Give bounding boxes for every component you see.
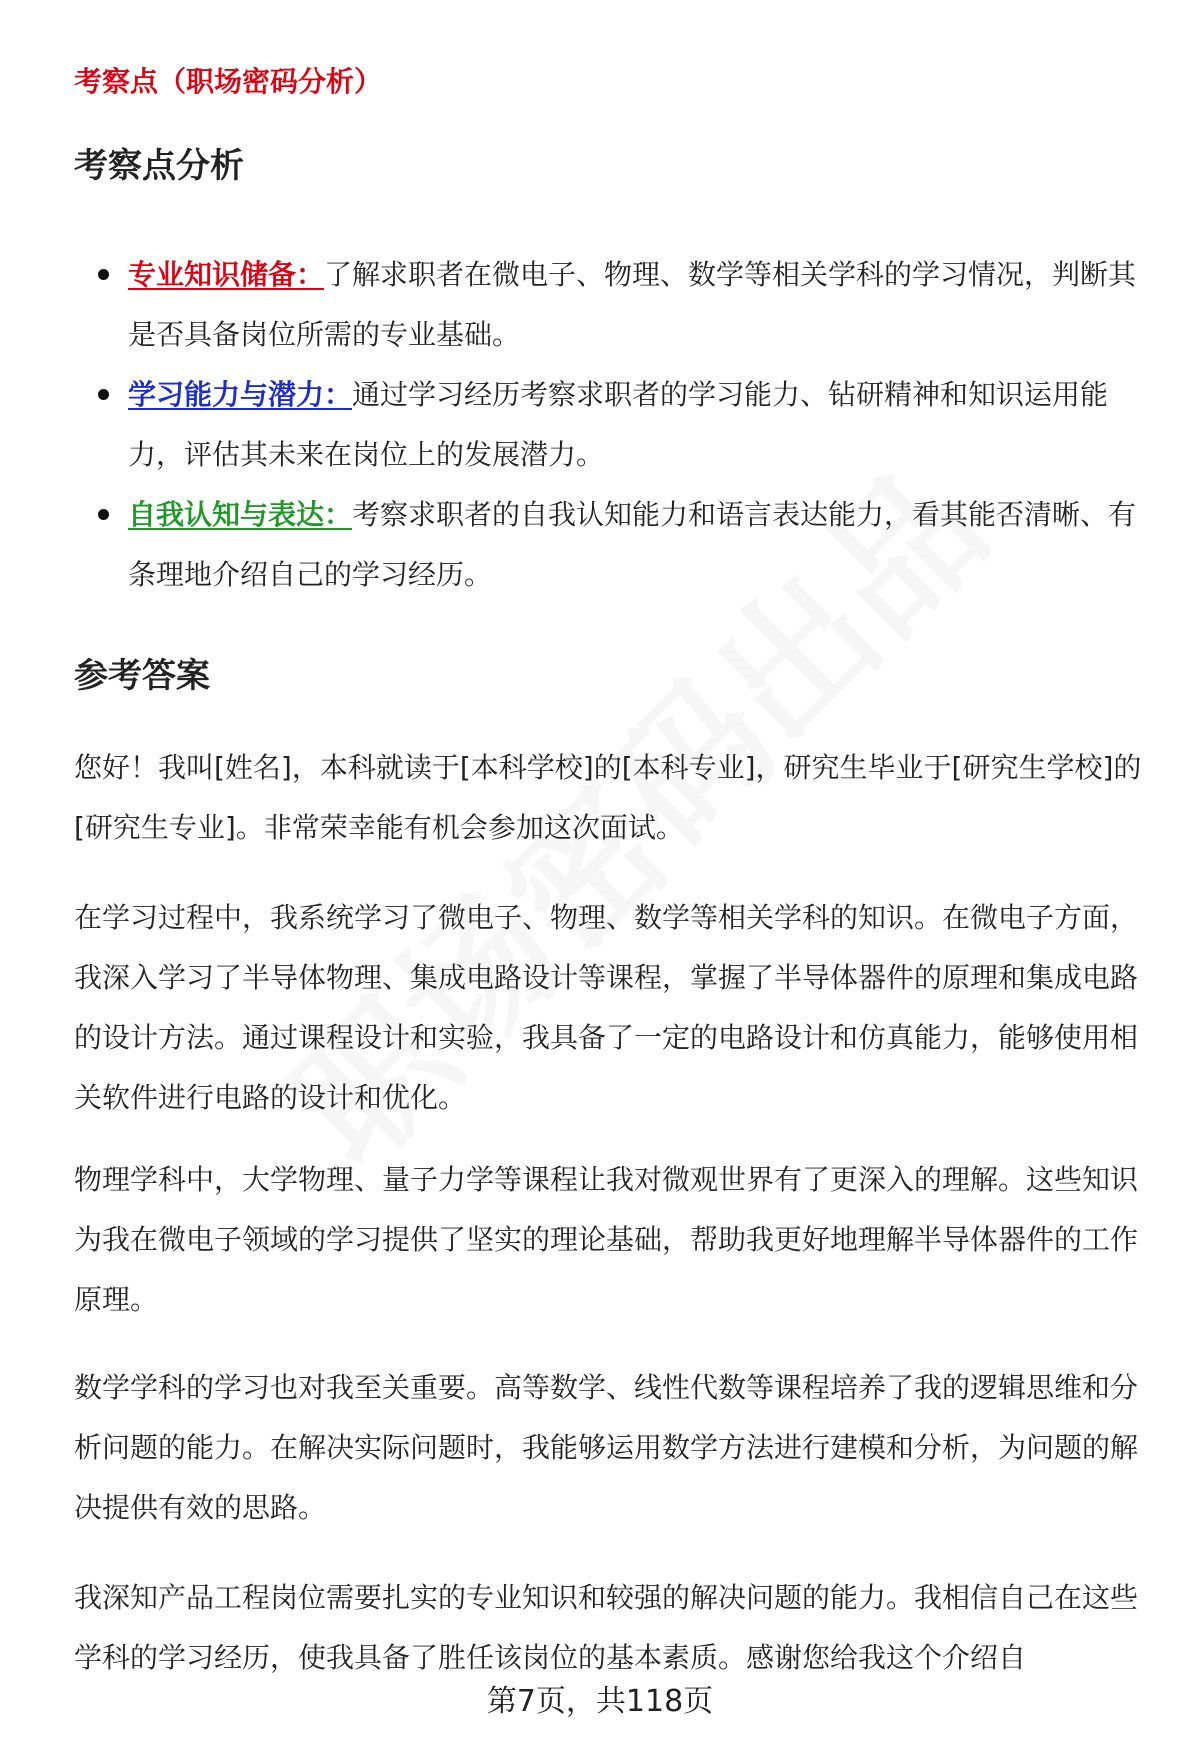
bullet-text: 考察求职者的自我认知能力和语言表达能力，看其能否清晰、有条理地介绍自己的学习经历。	[128, 498, 1137, 591]
answer-paragraph: 数学学科的学习也对我至关重要。高等数学、线性代数等课程培养了我的逻辑思维和分析问题的能力。在解决实际问题时，我能够运用数学方法进行建模和分析，为问题的解决提供有效的思路。	[74, 1371, 1139, 1524]
bullet-text: 了解求职者在微电子、物理、数学等相关学科的学习情况，判断其是否具备岗位所需的专业基础。	[128, 258, 1137, 351]
bullet-dot-icon	[98, 389, 109, 400]
bullet-dot-icon	[98, 269, 109, 280]
page-number: 第7页，共118页	[486, 1684, 714, 1719]
analysis-heading: 考察点分析	[74, 146, 244, 186]
answer-paragraph: 我深知产品工程岗位需要扎实的专业知识和较强的解决问题的能力。我相信自己在这些学科的学习经历，使我具备了胜任该岗位的基本素质。感谢您给我这个介绍自	[74, 1581, 1139, 1674]
bullet-key: 自我认知与表达：	[128, 498, 353, 531]
bullet-key: 专业知识储备：	[128, 258, 325, 291]
list-item	[74, 485, 1144, 605]
answer-heading: 参考答案	[74, 656, 210, 696]
bullet-text: 通过学习经历考察求职者的学习能力、钻研精神和知识运用能力，评估其未来在岗位上的发展潜力。	[128, 378, 1109, 471]
list-item	[74, 365, 1144, 485]
bullet-key: 学习能力与潜力：	[128, 378, 353, 411]
answer-paragraph: 您好！我叫[姓名]，本科就读于[本科学校]的[本科专业]，研究生毕业于[研究生学校]的[研究生专业]。非常荣幸能有机会参加这次面试。	[74, 751, 1142, 844]
bullet-dot-icon	[98, 509, 109, 520]
analysis-list	[74, 245, 1144, 605]
top-label: 考察点（职场密码分析）	[74, 65, 383, 98]
list-item	[74, 245, 1144, 365]
answer-paragraph: 在学习过程中，我系统学习了微电子、物理、数学等相关学科的知识。在微电子方面，我深入学习了半导体物理、集成电路设计等课程，掌握了半导体器件的原理和集成电路的设计方法。通过课程设计和实验，我具备了一定的电路设计和仿真能力，能够使用相关软件进行电路的设计和优化。	[74, 901, 1139, 1114]
answer-paragraph: 物理学科中，大学物理、量子力学等课程让我对微观世界有了更深入的理解。这些知识为我在微电子领域的学习提供了坚实的理论基础，帮助我更好地理解半导体器件的工作原理。	[74, 1163, 1139, 1316]
